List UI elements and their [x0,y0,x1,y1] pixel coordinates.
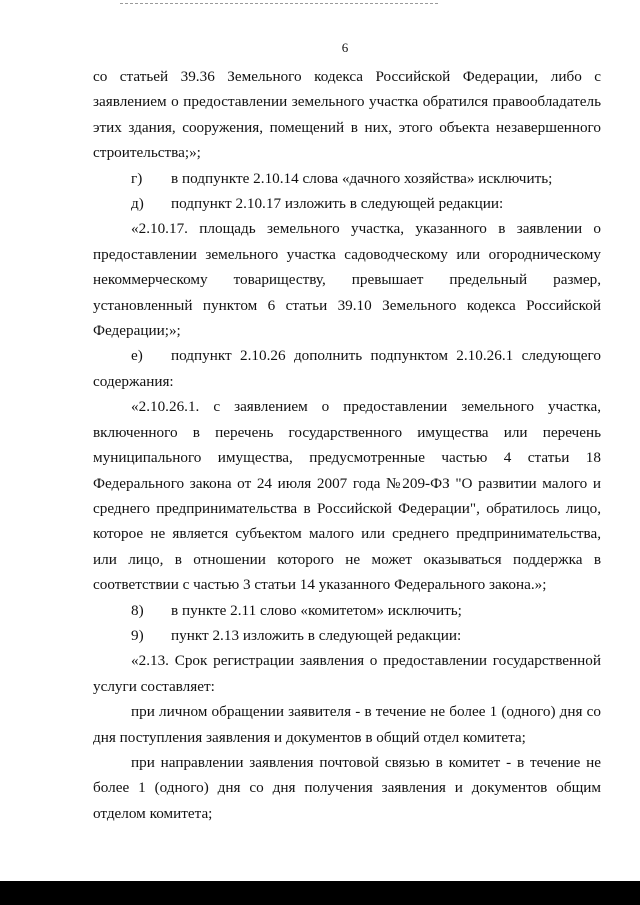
page-number: 6 [341,40,349,55]
list-text: в пункте 2.11 слово «комитетом» исключить; [171,601,462,619]
top-scan-rule [120,3,438,4]
document-body [93,64,601,826]
list-label: е) [131,347,143,365]
paragraph-2-13: «2.13. Срок регистрации заявления о предоставлении государственной услуги составляет: [93,652,601,695]
paragraph-2-10-26-1: «2.10.26.1. с заявлением о предоставлении земельного участка, включенного в перечень государственного имущества или перечень муниципального имущества, предусмотренные частью 4 статьи 18 Федерального закона от 24 июля 2007 года №209-ФЗ "О развитии малого и среднего предпринимательства в Российской Федерации", обратилось лицо, которое не является субъектом малого или среднего предпринимательства, или лицо, в отношении которого не может оказываться поддержка в соответствии с частью 3 статьи 14 указанного Федерального закона.»; [93,398,601,594]
list-text: в подпункте 2.10.14 слова «дачного хозяйства» исключить; [171,169,553,187]
list-item-g [93,166,601,191]
paragraph-2-10-17: «2.10.17. площадь земельного участка, указанного в заявлении о предоставлении земельного участка садоводческому или огородническому некоммерческому товариществу, превышает предельный размер, установленный пунктом 6 статьи 39.10 Земельного кодекса Российской Федерации;»; [93,220,601,340]
paragraph-personal-visit: при личном обращении заявителя - в течение не более 1 (одного) дня со дня поступления заявления и документов в общий отдел комитета; [93,703,601,746]
list-item-d [93,191,601,216]
list-item-e [93,343,601,394]
list-text: подпункт 2.10.26 дополнить подпунктом 2.10.26.1 следующего содержания: [93,347,601,390]
list-label: г) [131,169,143,187]
list-item-9 [93,623,601,648]
list-label: д) [131,195,144,213]
paragraph-mail: при направлении заявления почтовой связью в комитет - в течение не более 1 (одного) дня со дня получения заявления и документов общим отделом комитета; [93,753,601,822]
scan-bottom-border [0,881,640,905]
list-item-8 [93,598,601,623]
list-text: пункт 2.13 изложить в следующей редакции: [171,626,462,644]
list-text: подпункт 2.10.17 изложить в следующей редакции: [171,195,504,213]
list-label: 9) [131,626,144,644]
list-label: 8) [131,601,144,619]
paragraph-continuation: со статьей 39.36 Земельного кодекса Российской Федерации, либо с заявлением о предоставлении земельного участка обратился правообладатель этих здания, сооружения, помещений в них, этого объекта незавершенного строительства;»; [93,68,601,162]
